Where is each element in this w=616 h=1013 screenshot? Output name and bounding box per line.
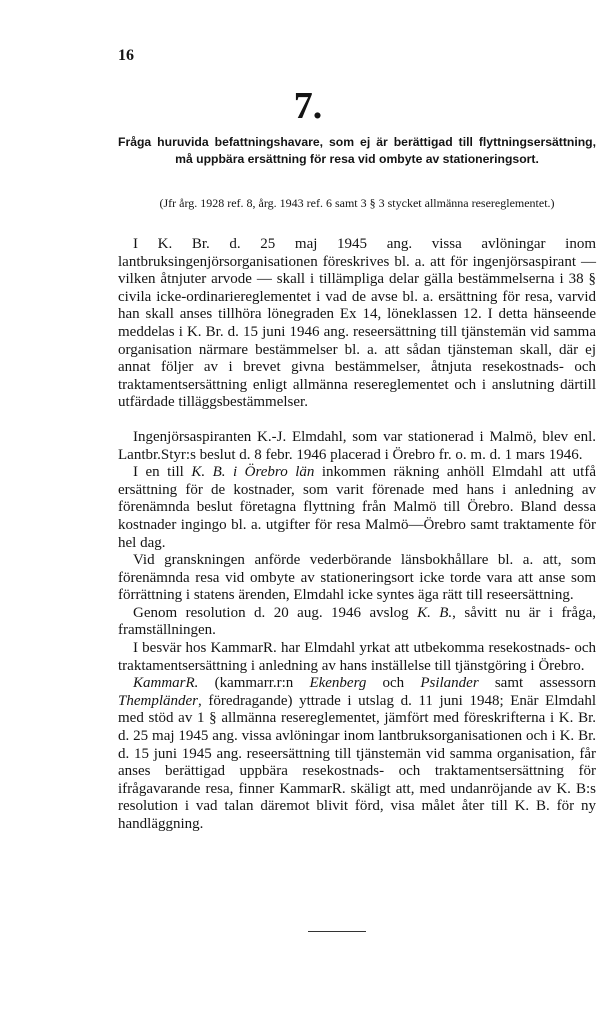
italic-run: Ekenberg	[309, 675, 367, 692]
body-paragraph	[118, 605, 596, 640]
reference-note: (Jfr årg. 1928 ref. 8, årg. 1943 ref. 6 samt 3 § 3 stycket allmänna resereglementet.)	[159, 196, 555, 210]
text-run: Ingenjörsaspiranten K.-J. Elmdahl, som var stationerad i Malmö, blev enl. Lantbr.Styr:s beslut d. 8 febr. 1946 placerad i Örebro fr. o. m. d. 1 mars 1946.	[118, 428, 596, 463]
body-text	[118, 236, 596, 834]
body-paragraph	[118, 640, 596, 675]
italic-run: Psilander	[420, 675, 479, 692]
case-heading: Fråga huruvida befattningshavare, som ej är berättigad till flyttningsersättning, må uppbära ersättning för resa vid ombyte av stationeringsort.	[118, 135, 596, 166]
body-paragraph	[118, 236, 596, 412]
text-run: och	[366, 675, 421, 692]
text-run: inkommen räkning anhöll Elmdahl att utfå ersättning för de kostnader, som varit förenade med hans i anledning av förenämnda beslut företagna flyttning från Malmö till Örebro. Bland dessa kostnader ingingo bl. a. utgifter för resa Malmö—Örebro samt traktamente för hel dag.	[118, 464, 596, 551]
text-run: , såvitt nu är i fråga, framställningen.	[118, 604, 596, 639]
text-run: Vid granskningen anförde vederbörande länsbokhållare bl. a. att, som förenämnda resa vid ombyte av stationeringsort icke torde vara att anse som förrättning i statens ärenden, Elmdahl icke syntes äga rätt till reseersättning.	[118, 552, 596, 604]
text-run: I besvär hos KammarR. har Elmdahl yrkat att utbekomma resekostnads- och traktamentsersättning i anledning av hans inställelse till tjänstgöring i Örebro.	[118, 640, 596, 674]
italic-run: K. B. i Örebro län	[191, 464, 315, 481]
text-run: I K. Br. d. 25 maj 1945 ang. vissa avlöningar inom lantbruksingenjörsorganisationen föreskrives bl. a. att för ingenjörsaspirant — vilken åtnjuter arvode — skall i tillämpliga delar gälla bestämmelserna i 38 § civila icke-ordinariereglementet i vad de avse bl. a. ersättning för resa, varvid han skall anses tillhöra lönegraden Ex 14, löneklassen 12. I detta hänseende meddelas i K. Br. d. 15 juni 1946 ang. reseersättning till tjänstemän vid samma organisation närmare bestämmelser bl. a. att sådan tjänsteman skall, där ej annat följer av i brevet givna bestämmelser, åtnjuta resekostnads- och traktamentsersättning enligt allmänna resereglementet och i anslutning därtill utfärdade tilläggsbestämmelser.	[118, 236, 596, 411]
text-run: , föredragande) yttrade i utslag d. 11 juni 1948; Enär Elmdahl med stöd av 1 § allmänna resereglementet, jämfört med föreskrifterna i K. Br. d. 25 maj 1945 ang. vissa avlöningar inom lantbruksorganisationen och i K. Br. d. 15 juni 1945 ang. reseersättning till tjänstemän vid samma organisation, får anses berättigad uppbära resekostnads- och traktamentsersättning för ifrågavarande resa, finner KammarR. skäligt att, med undanröjande av K. B:s resolution i vad talan däremot blivit förd, visa målet åter till K. B. för ny handläggning.	[118, 692, 596, 832]
italic-run: KammarR.	[133, 675, 199, 692]
body-paragraph	[118, 429, 596, 464]
text-run: samt assessorn	[478, 675, 596, 692]
body-paragraph	[118, 552, 596, 605]
page-number: 16	[118, 47, 134, 64]
text-run: I en till	[133, 464, 192, 481]
text-run: (kammarr.r:n	[198, 675, 310, 692]
body-paragraph	[118, 464, 596, 552]
end-divider	[308, 931, 366, 932]
italic-run: Thempländer	[118, 692, 198, 709]
text-run: Genom resolution d. 20 aug. 1946 avslog	[133, 604, 418, 621]
body-paragraph	[118, 675, 596, 833]
italic-run: K. B.	[417, 604, 453, 621]
section-number: 7.	[293, 85, 323, 127]
